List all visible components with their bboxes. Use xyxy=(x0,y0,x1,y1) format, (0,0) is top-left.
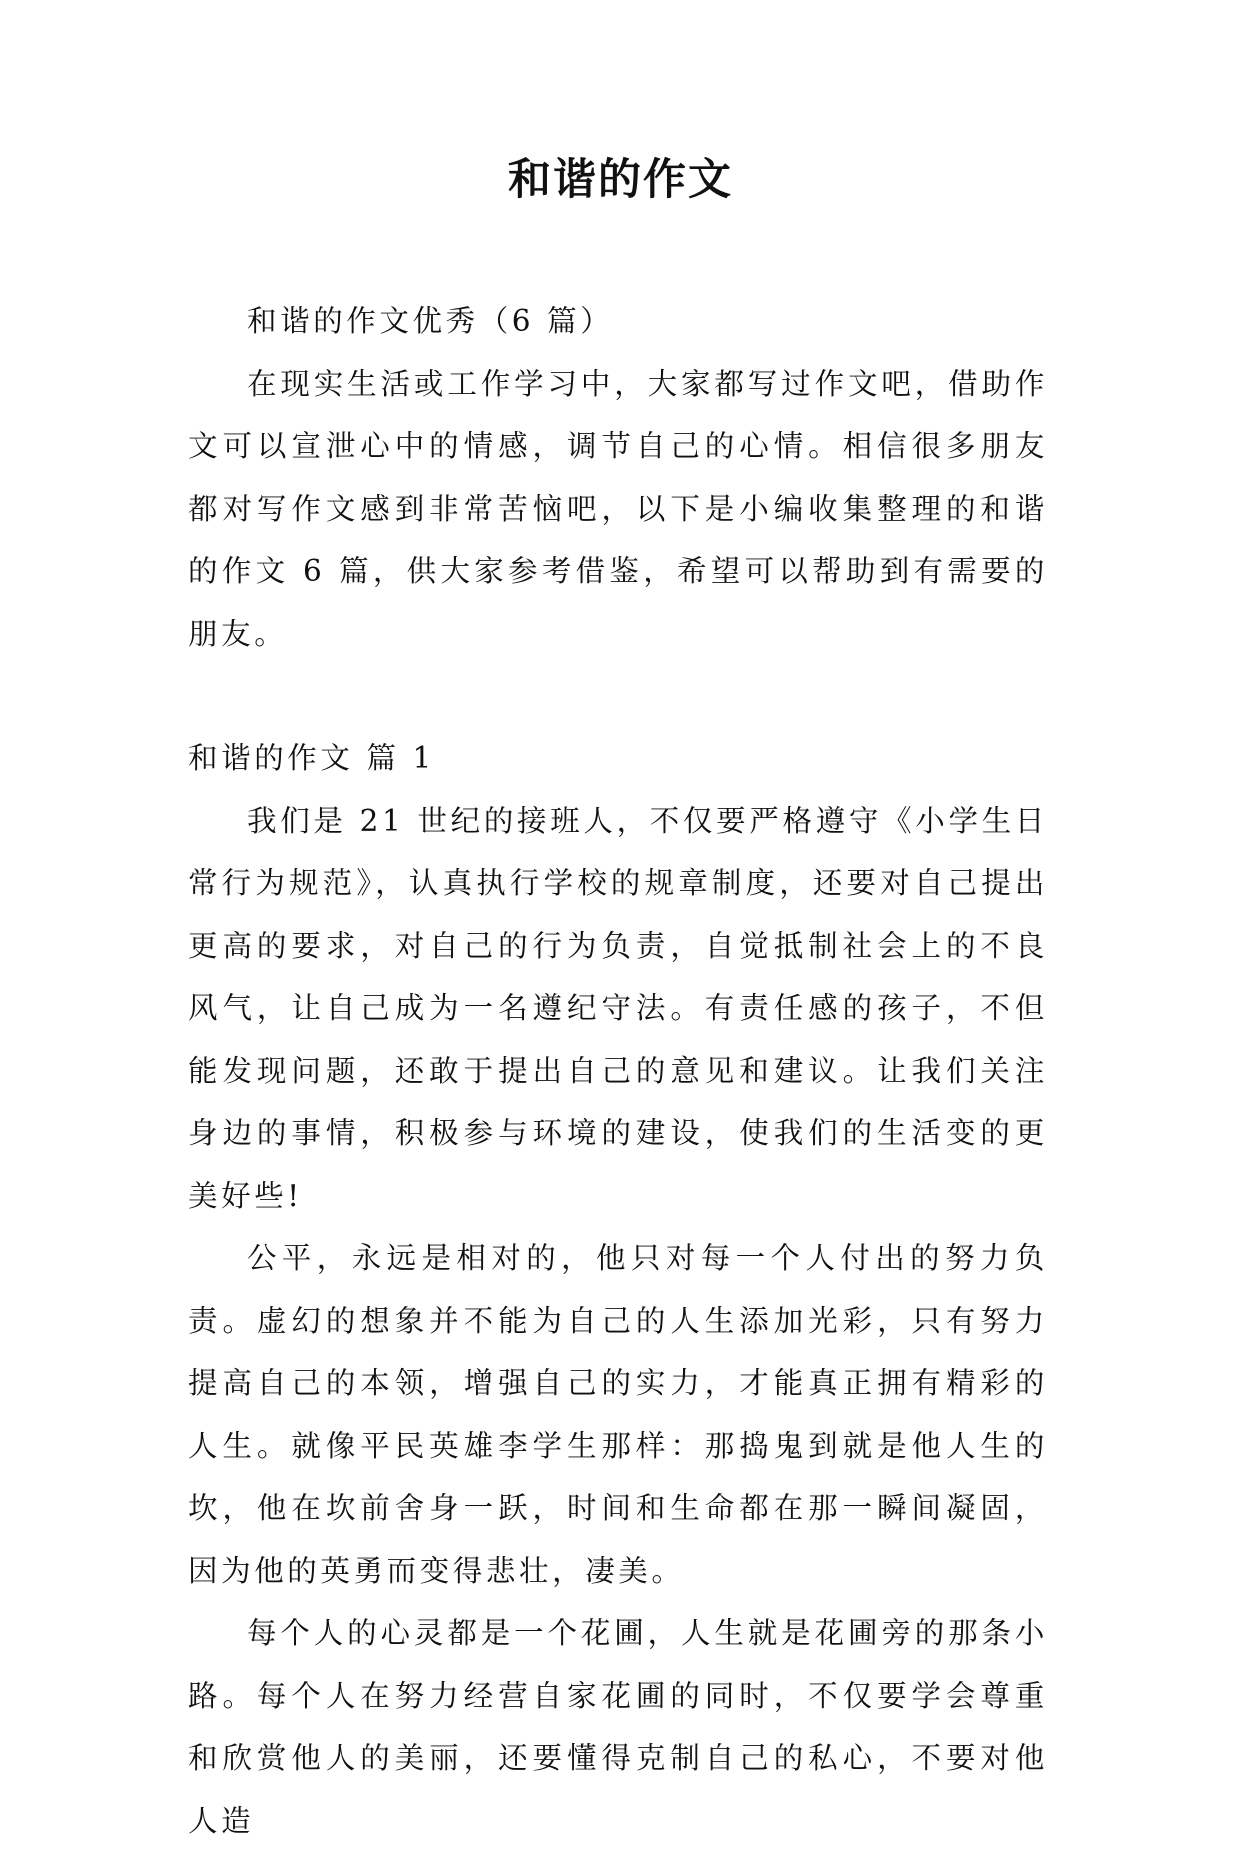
body-paragraph: 公平，永远是相对的，他只对每一个人付出的努力负责。虚幻的想象并不能为自己的人生添加光彩，只有努力提高自己的本领，增强自己的实力，才能真正拥有精彩的人生。就像平民英雄李学生那样：那捣鬼到就是他人生的坎，他在坎前舍身一跃，时间和生命都在那一瞬间凝固，因为他的英勇而变得悲壮，凄美。 xyxy=(188,1241,1048,1588)
body-paragraph: 我们是 21 世纪的接班人，不仅要严格遵守《小学生日常行为规范》，认真执行学校的规章制度，还要对自己提出更高的要求，对自己的行为负责，自觉抵制社会上的不良风气，让自己成为一名遵纪守法。有责任感的孩子，不但能发现问题，还敢于提出自己的意见和建议。让我们关注身边的事情，积极参与环境的建设，使我们的生活变的更美好些! xyxy=(188,803,1048,1213)
chapter-heading: 和谐的作文 篇 1 xyxy=(188,741,435,775)
document-body xyxy=(188,290,1048,1852)
document-subtitle: 和谐的作文优秀（6 篇） xyxy=(247,304,614,338)
intro-paragraph: 在现实生活或工作学习中，大家都写过作文吧，借助作文可以宣泄心中的情感，调节自己的心情。相信很多朋友都对写作文感到非常苦恼吧，以下是小编收集整理的和谐的作文 6 篇，供大家参考借鉴，希望可以帮助到有需要的朋友。 xyxy=(188,366,1048,651)
page-title: 和谐的作文 xyxy=(508,155,733,205)
body-paragraph: 每个人的心灵都是一个花圃，人生就是花圃旁的那条小路。每个人在努力经营自家花圃的同时，不仅要学会尊重和欣赏他人的美丽，还要懂得克制自己的私心，不要对他人造 xyxy=(188,1616,1048,1838)
